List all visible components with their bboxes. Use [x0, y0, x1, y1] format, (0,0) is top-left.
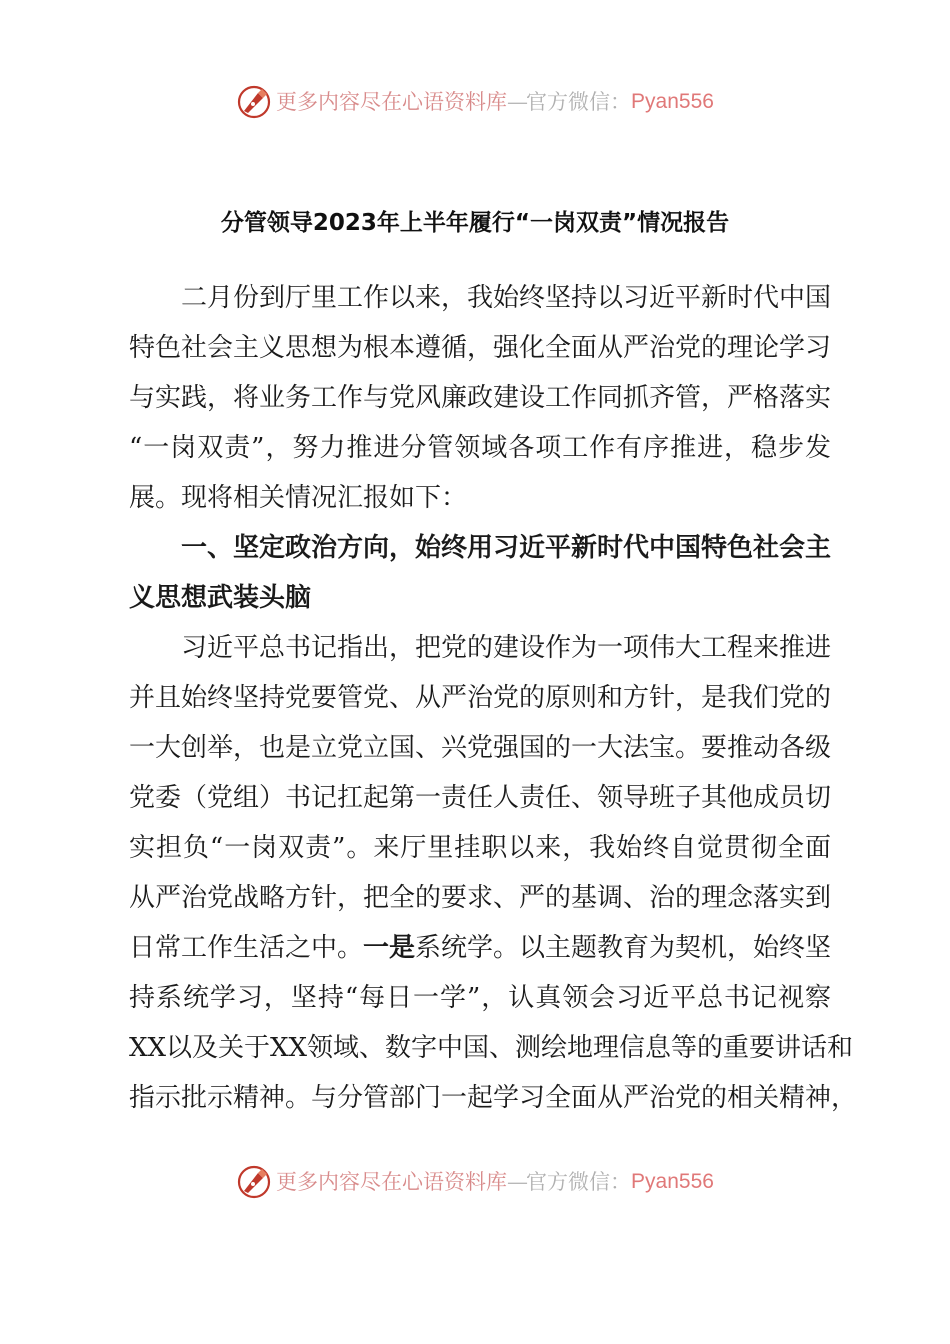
paragraph-line: “一岗双责”，努力推进分管领域各项工作有序推进，稳步发 [129, 433, 831, 463]
document-body [129, 273, 858, 1123]
pen-nib-logo-icon [236, 1164, 272, 1200]
watermark-main-text: 更多内容尽在心语资料库 [276, 1170, 508, 1194]
emphasis-yishi: 一是 [363, 933, 416, 963]
paragraph-line: 并且始终坚持党要管党、从严治党的原则和方针，是我们党的 [129, 683, 832, 713]
paragraph-line: 指示批示精神。与分管部门一起学习全面从严治党的相关精神， [129, 1083, 858, 1113]
line-text: 系统学。以主题教育为契机，始终坚 [415, 933, 832, 963]
watermark-separator: — [507, 90, 527, 114]
watermark-label: 官方微信： [526, 1170, 632, 1194]
paragraph-line: 持系统学习，坚持“每日一学”，认真领会习近平总书记视察 [129, 983, 831, 1013]
paragraph-line: XX以及关于XX领域、数字中国、测绘地理信息等的重要讲话和 [129, 1033, 854, 1063]
paragraph-line: 一大创举，也是立党立国、兴党强国的一大法宝。要推动各级 [129, 733, 832, 763]
paragraph-line: 习近平总书记指出，把党的建设作为一项伟大工程来推进 [181, 633, 832, 663]
section-heading-line: 义思想武装头脑 [129, 583, 312, 613]
watermark-wechat-id: Pyan556 [631, 90, 714, 113]
line-text: 日常工作生活之中。 [129, 933, 364, 963]
watermark-wechat-id: Pyan556 [631, 1170, 714, 1193]
paragraph-line: 展。现将相关情况汇报如下： [129, 483, 468, 513]
watermark-banner-top [0, 82, 950, 122]
watermark-main-text: 更多内容尽在心语资料库 [276, 90, 508, 114]
watermark-banner-bottom [0, 1162, 950, 1202]
paragraph-line [129, 923, 831, 973]
paragraph-line: 与实践，将业务工作与党风廉政建设工作同抓齐管，严格落实 [129, 383, 832, 413]
watermark-label: 官方微信： [526, 90, 632, 114]
document-title: 分管领导2023年上半年履行“一岗双责”情况报告 [220, 210, 730, 236]
paragraph-line: 从严治党战略方针，把全的要求、严的基调、治的理念落实到 [129, 883, 832, 913]
paragraph-line: 特色社会主义思想为根本遵循，强化全面从严治党的理论学习 [129, 333, 832, 363]
paragraph-line: 实担负“一岗双责”。来厅里挂职以来，我始终自觉贯彻全面 [129, 833, 831, 863]
watermark-separator: — [507, 1170, 527, 1194]
paragraph-line: 党委（党组）书记扛起第一责任人责任、领导班子其他成员切 [129, 783, 832, 813]
pen-nib-logo-icon [236, 84, 272, 120]
section-heading-line: 一、坚定政治方向，始终用习近平新时代中国特色社会主 [181, 533, 832, 563]
paragraph-line: 二月份到厅里工作以来，我始终坚持以习近平新时代中国 [181, 283, 832, 313]
